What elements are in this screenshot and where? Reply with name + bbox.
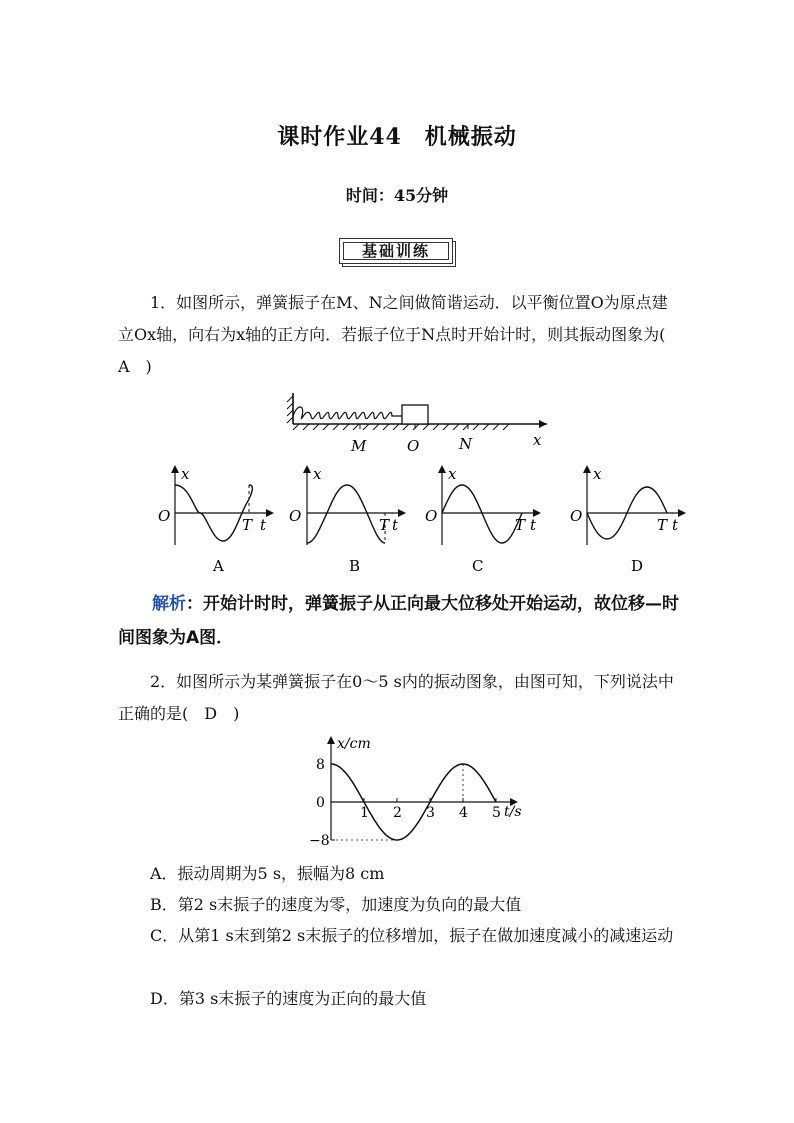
axis-t-label: t: [530, 516, 537, 534]
solution-1: [118, 587, 683, 655]
option-graph-C: [420, 463, 550, 578]
origin-label: O: [158, 507, 171, 525]
option-A: A．振动周期为5 s，振幅为8 cm: [150, 864, 385, 883]
solution-text: ：开始计时时，弹簧振子从正向最大位移处开始运动，故位移—时间图象为A图．: [118, 594, 679, 648]
origin-label: O: [570, 507, 583, 525]
graph-label-D: D: [631, 557, 644, 575]
solution-label: 解析: [152, 594, 186, 614]
wall-hatch: [287, 396, 293, 423]
axis-x-label: x: [313, 465, 322, 483]
y-tick-label-0: 8: [316, 757, 325, 773]
option-D: D．第3 s末振子的速度为正向的最大值: [150, 989, 427, 1008]
x-tick-label-4: 4: [459, 805, 468, 821]
question-1: 1．如图所示，弹簧振子在M、N之间做简谐运动．以平衡位置O为原点建立Ox轴，向右为x轴的正方向．若振子位于N点时开始计时，则其振动图象为( A ): [118, 293, 682, 376]
x-tick-label-1: 1: [360, 805, 369, 821]
axis-x-label: x: [181, 465, 190, 483]
x-axis-label: t/s: [504, 804, 522, 820]
section-label: 基础训练: [343, 242, 449, 260]
floor-hatch: [293, 424, 509, 430]
period-label: T: [657, 516, 668, 534]
axis-t-label: t: [260, 516, 267, 534]
axis-arrow: [539, 420, 547, 428]
label-x: x: [533, 431, 542, 449]
graph-label-A: A: [213, 557, 224, 575]
oscillator-block: [402, 405, 428, 424]
label-O: O: [407, 437, 420, 455]
page-title: 课时作业44 机械振动: [277, 124, 517, 150]
period-label: T: [242, 516, 253, 534]
x-tick-label-5: 5: [492, 805, 501, 821]
option-graph-A: [150, 463, 280, 578]
y-axis-arrow: [327, 736, 335, 744]
period-label: T: [515, 516, 526, 534]
option-graph-D: [565, 463, 695, 578]
label-N: N: [459, 435, 473, 453]
origin-label: O: [289, 507, 302, 525]
section-badge: [339, 238, 455, 266]
period-label: T: [379, 516, 390, 534]
axis-t-label: t: [672, 516, 679, 534]
x-tick-label-2: 2: [393, 805, 402, 821]
spring-oscillator-diagram: [285, 388, 555, 458]
spring: [293, 407, 402, 419]
option-C: C．从第1 s末到第2 s末振子的位移增加，振子在做加速度减小的减速运动: [150, 926, 674, 945]
option-graph-B: [285, 463, 415, 578]
y-axis-label: x/cm: [337, 736, 371, 752]
origin-label: O: [425, 507, 438, 525]
axis-x-label: x: [593, 465, 602, 483]
option-B: B．第2 s末振子的速度为零，加速度为负向的最大值: [150, 895, 522, 914]
question-2: 2．如图所示为某弹簧振子在0～5 s内的振动图象，由图可知，下列说法中正确的是( D ): [118, 672, 674, 723]
vibration-chart: [300, 732, 540, 850]
axis-x-label: x: [448, 465, 457, 483]
graph-label-B: B: [349, 557, 361, 575]
badge-frame: [339, 238, 453, 264]
graph-label-C: C: [472, 557, 484, 575]
y-tick-label-2: −8: [309, 833, 330, 849]
label-M: M: [351, 437, 367, 455]
time-limit: 时间：45分钟: [345, 186, 449, 205]
x-tick-label-3: 3: [426, 805, 435, 821]
axis-t-label: t: [392, 516, 399, 534]
y-tick-label-1: 0: [316, 795, 325, 811]
